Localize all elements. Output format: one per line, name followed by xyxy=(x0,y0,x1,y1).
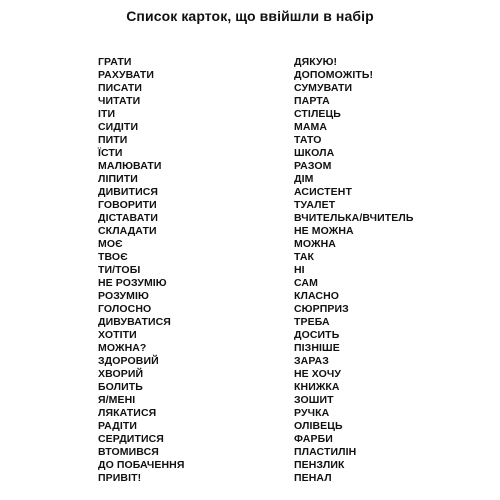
card-list-item: НЕ МОЖНА xyxy=(294,225,354,237)
card-list-item: СЮРПРИЗ xyxy=(294,303,349,315)
card-list-item: СТІЛЕЦЬ xyxy=(294,108,341,120)
card-list-item: ШКОЛА xyxy=(294,147,335,159)
card-list-item: Я/МЕНІ xyxy=(98,394,136,406)
card-list-item: ТАК xyxy=(294,251,315,263)
card-list-item: БОЛИТЬ xyxy=(98,381,143,393)
card-list-item: ГОВОРИТИ xyxy=(98,199,157,211)
card-list-item: ОЛІВЕЦЬ xyxy=(294,420,343,432)
card-list-item: ЛЯКАТИСЯ xyxy=(98,407,157,419)
card-list-item: ДОСИТЬ xyxy=(294,329,340,341)
card-list-item: НЕ ХОЧУ xyxy=(294,368,342,380)
card-list-item: РОЗУМІЮ xyxy=(98,290,149,302)
card-list-item: ТАТО xyxy=(294,134,322,146)
card-list-item: ДІСТАВАТИ xyxy=(98,212,159,224)
card-list-item: ПЕНАЛ xyxy=(294,472,332,484)
card-list-item: ДИВУВАТИСЯ xyxy=(98,316,171,328)
card-list-item: СКЛАДАТИ xyxy=(98,225,157,237)
card-list-item: ВТОМИВСЯ xyxy=(98,446,159,458)
card-list-item: ДО ПОБАЧЕННЯ xyxy=(98,459,185,471)
card-list-item: ГОЛОСНО xyxy=(98,303,152,315)
card-list-item: МАЛЮВАТИ xyxy=(98,160,162,172)
card-list-item: ІТИ xyxy=(98,108,116,120)
card-list-right-column xyxy=(294,56,414,485)
card-list-item: ЛІПИТИ xyxy=(98,173,138,185)
card-list-item: ДОПОМОЖІТЬ! xyxy=(294,69,374,81)
card-list-left-column xyxy=(98,56,185,485)
card-list-item: ТВОЄ xyxy=(98,251,128,263)
card-list-item: СУМУВАТИ xyxy=(294,82,353,94)
card-list-item: ВЧИТЕЛЬКА/ВЧИТЕЛЬ xyxy=(294,212,414,224)
card-list-item: ДІМ xyxy=(294,173,314,185)
card-list-item: КНИЖКА xyxy=(294,381,340,393)
card-list-item: МОЖНА xyxy=(294,238,336,250)
card-list-item: ТРЕБА xyxy=(294,316,330,328)
card-list-item: НІ xyxy=(294,264,305,276)
card-list-item: ХВОРИЙ xyxy=(98,368,144,380)
card-list-item: СИДІТИ xyxy=(98,121,139,133)
card-list-item: ЗДОРОВИЙ xyxy=(98,355,159,367)
card-list-item: ДЯКУЮ! xyxy=(294,56,338,68)
card-list-item: ГРАТИ xyxy=(98,56,132,68)
card-list-item: ФАРБИ xyxy=(294,433,333,445)
card-list-item: ДИВИТИСЯ xyxy=(98,186,159,198)
card-list-item: РАДІТИ xyxy=(98,420,138,432)
card-list-item: ЇСТИ xyxy=(98,147,123,159)
card-list-item: КЛАСНО xyxy=(294,290,340,302)
page-title: Список карток, що ввійшли в набір xyxy=(126,8,374,24)
card-list-item: РУЧКА xyxy=(294,407,330,419)
card-list-item: АСИСТЕНТ xyxy=(294,186,352,198)
card-list-item: ПРИВІТ! xyxy=(98,472,142,484)
card-list-item: СЕРДИТИСЯ xyxy=(98,433,164,445)
card-list-item: РАЗОМ xyxy=(294,160,332,172)
card-list-item: ЗАРАЗ xyxy=(294,355,329,367)
card-list-item: ПАРТА xyxy=(294,95,330,107)
card-list-item: МОЖНА? xyxy=(98,342,147,354)
card-list-item: ЗОШИТ xyxy=(294,394,334,406)
card-list-item: ПЛАСТИЛІН xyxy=(294,446,357,458)
card-list-item: ПІЗНІШЕ xyxy=(294,342,340,354)
card-list-item: ЧИТАТИ xyxy=(98,95,141,107)
card-list-item: ТУАЛЕТ xyxy=(294,199,336,211)
card-list-item: РАХУВАТИ xyxy=(98,69,155,81)
card-list-item: САМ xyxy=(294,277,318,289)
card-list-item: МОЄ xyxy=(98,238,123,250)
card-list-item: ПЕНЗЛИК xyxy=(294,459,345,471)
card-list-item: ТИ/ТОБІ xyxy=(98,264,141,276)
card-list-item: ХОТІТИ xyxy=(98,329,137,341)
card-list-item: НЕ РОЗУМІЮ xyxy=(98,277,167,289)
card-list-item: МАМА xyxy=(294,121,328,133)
card-list-item: ПИТИ xyxy=(98,134,128,146)
card-list-item: ПИСАТИ xyxy=(98,82,143,94)
